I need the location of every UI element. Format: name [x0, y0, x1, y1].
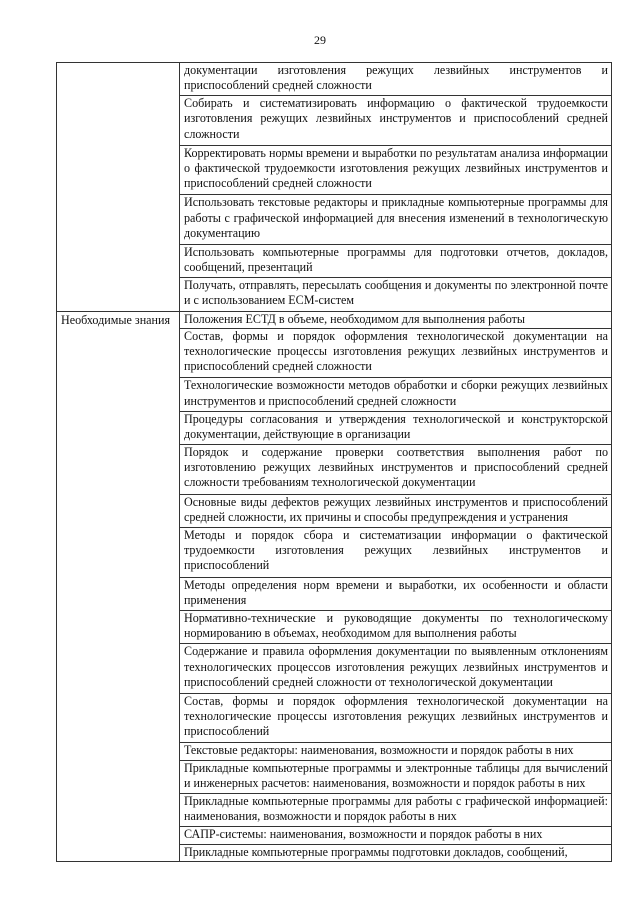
competency-table [56, 62, 612, 862]
skills-label-cell [57, 63, 180, 312]
knowledge-item: Основные виды дефектов режущих лезвийных инструментов и приспособлений средней сложности, их причины и способы предупреждения и устранения [180, 494, 612, 527]
knowledge-item: Прикладные компьютерные программы для работы с графической информацией: наименования, возможности и порядок работы в них [180, 794, 612, 827]
page-number: 29 [314, 33, 326, 47]
skill-item: Корректировать нормы времени и выработки по результатам анализа информации о фактической трудоемкости изготовления режущих лезвийных инструментов и приспособлений средней сложности [180, 145, 612, 195]
skill-item: Использовать текстовые редакторы и прикладные компьютерные программы для работы с графической информацией для внесения изменений в технологическую документацию [180, 195, 612, 245]
table-row [57, 63, 612, 96]
knowledge-item: Порядок и содержание проверки соответствия выполнения работ по изготовлению режущих лезвийных инструментов и приспособлений средней сложности требованиям технологической документации [180, 445, 612, 495]
knowledge-item: Положения ЕСТД в объеме, необходимом для выполнения работы [180, 311, 612, 328]
knowledge-item: Прикладные компьютерные программы и электронные таблицы для вычислений и инженерных расчетов: наименования, возможности и порядок работы в них [180, 760, 612, 793]
knowledge-item: Методы определения норм времени и выработки, их особенности и области применения [180, 577, 612, 610]
knowledge-item: САПР-системы: наименования, возможности и порядок работы в них [180, 827, 612, 844]
skill-item: Использовать компьютерные программы для подготовки отчетов, докладов, сообщений, презентаций [180, 244, 612, 277]
knowledge-item: Текстовые редакторы: наименования, возможности и порядок работы в них [180, 743, 612, 760]
knowledge-item: Прикладные компьютерные программы подготовки докладов, сообщений, [180, 844, 612, 861]
knowledge-label-cell [57, 311, 180, 861]
knowledge-item: Процедуры согласования и утверждения технологической и конструкторской документации, действующие в организации [180, 411, 612, 444]
knowledge-item: Методы и порядок сбора и систематизации информации о фактической трудоемкости изготовления режущих лезвийных инструментов и приспособлений [180, 528, 612, 578]
skill-item: Получать, отправлять, пересылать сообщения и документы по электронной почте и с использованием ЕСМ-систем [180, 278, 612, 311]
knowledge-item: Технологические возможности методов обработки и сборки режущих лезвийных инструментов и приспособлений средней сложности [180, 378, 612, 411]
knowledge-label: Необходимые знания [61, 312, 171, 327]
knowledge-item: Нормативно-технические и руководящие документы по технологическому нормированию в объемах, необходимом для выполнения работы [180, 611, 612, 644]
knowledge-item: Состав, формы и порядок оформления технологической документации на технологические процессы изготовления режущих лезвийных инструментов и приспособлений [180, 693, 612, 743]
skill-item: Собирать и систематизировать информацию о фактической трудоемкости изготовления режущих лезвийных инструментов и приспособлений средней сложности [180, 96, 612, 146]
skill-item: документации изготовления режущих лезвийных инструментов и приспособлений средней сложности [180, 63, 612, 96]
knowledge-item: Содержание и правила оформления документации по выявленным отклонениям технологических процессов изготовления режущих лезвийных инструментов и приспособлений средней сложности от технологической документации [180, 644, 612, 694]
table-row [57, 311, 612, 328]
knowledge-item: Состав, формы и порядок оформления технологической документации на технологические процессы изготовления режущих лезвийных инструментов и приспособлений средней сложности [180, 328, 612, 378]
